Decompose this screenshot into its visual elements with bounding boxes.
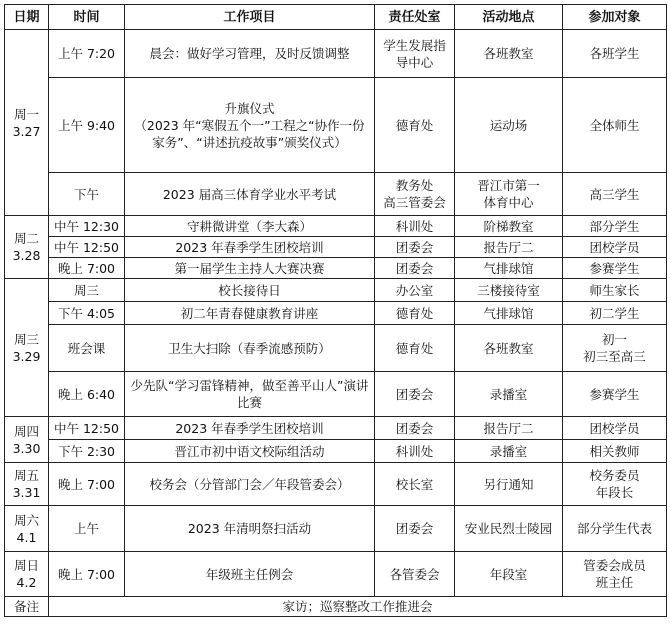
dept-cell: 德育处 <box>375 78 455 173</box>
day-cell-sun <box>5 552 49 597</box>
header-time: 时间 <box>49 5 125 30</box>
weekly-schedule-table <box>4 4 667 617</box>
item-cell: 校务会（分管部门会／年段管委会） <box>125 463 375 506</box>
day-date: 3.27 <box>12 123 41 139</box>
table-row <box>5 506 667 552</box>
table-row <box>5 302 667 325</box>
time-cell: 晚上 6:40 <box>49 372 125 417</box>
dept-cell: 学生发展指导中心 <box>375 30 455 78</box>
table-row <box>5 279 667 302</box>
day-date: 4.1 <box>16 529 37 545</box>
day-name: 周四 <box>13 423 39 439</box>
dept-cell: 教务处 高三管委会 <box>375 173 455 216</box>
place-cell: 报告厅二 <box>455 237 563 258</box>
time-cell: 下午 <box>49 173 125 216</box>
time-cell: 上午 7:20 <box>49 30 125 78</box>
day-name: 周一 <box>13 106 39 122</box>
time-cell: 上午 <box>49 506 125 552</box>
day-date: 3.28 <box>12 248 41 263</box>
item-cell: 校长接待日 <box>125 279 375 302</box>
item-cell: 2023 年春季学生团校培训 <box>125 237 375 258</box>
day-name: 周三 <box>13 331 39 347</box>
target-cell: 团校学员 <box>563 237 667 258</box>
day-cell-mon <box>5 30 49 216</box>
item-cell: 少先队“学习雷锋精神，做至善平山人”演讲比赛 <box>125 372 375 417</box>
dept-cell: 团委会 <box>375 372 455 417</box>
day-name: 周六 <box>13 512 39 528</box>
target-cell: 师生家长 <box>563 279 667 302</box>
day-name: 周五 <box>13 468 39 483</box>
day-name: 周日 <box>13 558 39 573</box>
item-cell: 卫生大扫除（春季流感预防） <box>125 325 375 372</box>
table-row <box>5 372 667 417</box>
place-cell: 报告厅二 <box>455 417 563 440</box>
target-cell: 团校学员 <box>563 417 667 440</box>
time-cell: 下午 2:30 <box>49 440 125 463</box>
table-row <box>5 258 667 279</box>
item-cell: 升旗仪式 （2023 年“寒假五个一”工程之“协作一份家务”、“讲述抗疫故事”颁奖仪式） <box>125 78 375 173</box>
item-cell: 年级班主任例会 <box>125 552 375 597</box>
dept-cell: 团委会 <box>375 258 455 279</box>
day-date: 3.29 <box>12 348 41 364</box>
target-cell: 高三学生 <box>563 173 667 216</box>
target-cell: 全体师生 <box>563 78 667 173</box>
table-row <box>5 552 667 597</box>
day-cell-sat <box>5 506 49 552</box>
time-cell: 中午 12:50 <box>49 417 125 440</box>
table-row <box>5 30 667 78</box>
dept-cell: 团委会 <box>375 417 455 440</box>
place-cell: 录播室 <box>455 372 563 417</box>
place-cell: 晋江市第一 体育中心 <box>455 173 563 216</box>
table-row <box>5 216 667 237</box>
table-row <box>5 325 667 372</box>
item-cell: 初二年青春健康教育讲座 <box>125 302 375 325</box>
table-row <box>5 237 667 258</box>
header-dept: 责任处室 <box>375 5 455 30</box>
place-cell: 三楼接待室 <box>455 279 563 302</box>
time-cell: 班会课 <box>49 325 125 372</box>
item-cell: 晨会：做好学习管理，及时反馈调整 <box>125 30 375 78</box>
target-cell: 初一 初三至高三 <box>563 325 667 372</box>
place-cell: 年段室 <box>455 552 563 597</box>
table-row <box>5 417 667 440</box>
target-cell: 管委会成员 班主任 <box>563 552 667 597</box>
time-cell: 晚上 7:00 <box>49 552 125 597</box>
dept-cell: 科训处 <box>375 440 455 463</box>
day-date: 4.2 <box>16 575 37 590</box>
dept-cell: 团委会 <box>375 237 455 258</box>
place-cell: 气排球馆 <box>455 302 563 325</box>
table-row <box>5 440 667 463</box>
header-place: 活动地点 <box>455 5 563 30</box>
dept-cell: 德育处 <box>375 302 455 325</box>
day-date: 3.31 <box>12 485 41 500</box>
dept-cell: 团委会 <box>375 506 455 552</box>
place-cell: 气排球馆 <box>455 258 563 279</box>
item-cell: 第一届学生主持人大赛决赛 <box>125 258 375 279</box>
header-target: 参加对象 <box>563 5 667 30</box>
header-item: 工作项目 <box>125 5 375 30</box>
day-cell-thu <box>5 417 49 463</box>
place-cell: 各班教室 <box>455 30 563 78</box>
place-cell: 安业民烈士陵园 <box>455 506 563 552</box>
header-date: 日期 <box>5 5 49 30</box>
time-cell: 晚上 7:00 <box>49 258 125 279</box>
place-cell: 录播室 <box>455 440 563 463</box>
dept-cell: 科训处 <box>375 216 455 237</box>
item-cell: 2023 届高三体育学业水平考试 <box>125 173 375 216</box>
table-row <box>5 463 667 506</box>
target-cell: 部分学生代表 <box>563 506 667 552</box>
day-date: 3.30 <box>12 440 41 456</box>
item-cell: 2023 年清明祭扫活动 <box>125 506 375 552</box>
place-cell: 阶梯教室 <box>455 216 563 237</box>
remark-text: 家访；巡察整改工作推进会 <box>49 597 667 617</box>
dept-cell: 德育处 <box>375 325 455 372</box>
remark-row <box>5 597 667 617</box>
dept-cell: 各管委会 <box>375 552 455 597</box>
time-cell: 上午 9:40 <box>49 78 125 173</box>
target-cell: 部分学生 <box>563 216 667 237</box>
remark-label: 备注 <box>5 597 49 617</box>
item-cell: 2023 年春季学生团校培训 <box>125 417 375 440</box>
day-cell-tue <box>5 216 49 279</box>
target-cell: 相关教师 <box>563 440 667 463</box>
dept-cell: 校长室 <box>375 463 455 506</box>
target-cell: 参赛学生 <box>563 372 667 417</box>
item-cell: 晋江市初中语文校际组活动 <box>125 440 375 463</box>
place-cell: 各班教室 <box>455 325 563 372</box>
dept-cell: 办公室 <box>375 279 455 302</box>
target-cell: 校务委员 年段长 <box>563 463 667 506</box>
table-row <box>5 173 667 216</box>
target-cell: 各班学生 <box>563 30 667 78</box>
time-cell: 下午 4:05 <box>49 302 125 325</box>
item-cell: 守耕微讲堂（李大森） <box>125 216 375 237</box>
day-cell-wed <box>5 279 49 417</box>
day-name: 周二 <box>13 231 39 246</box>
time-cell: 晚上 7:00 <box>49 463 125 506</box>
target-cell: 初二学生 <box>563 302 667 325</box>
header-row <box>5 5 667 30</box>
time-cell: 周三 <box>49 279 125 302</box>
day-cell-fri <box>5 463 49 506</box>
table-row <box>5 78 667 173</box>
time-cell: 中午 12:50 <box>49 237 125 258</box>
place-cell: 另行通知 <box>455 463 563 506</box>
place-cell: 运动场 <box>455 78 563 173</box>
time-cell: 中午 12:30 <box>49 216 125 237</box>
target-cell: 参赛学生 <box>563 258 667 279</box>
